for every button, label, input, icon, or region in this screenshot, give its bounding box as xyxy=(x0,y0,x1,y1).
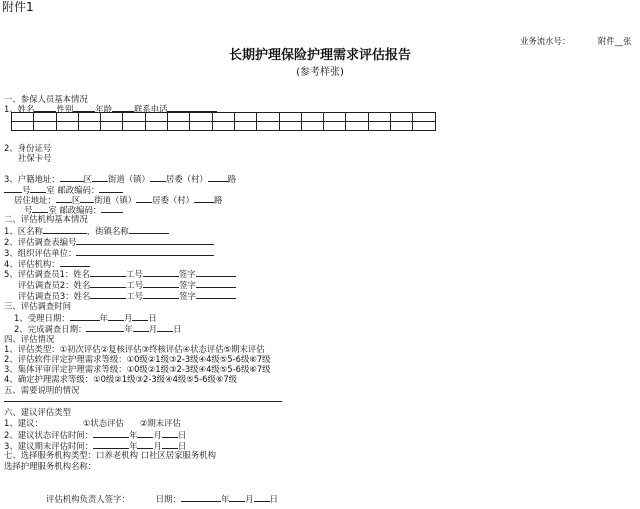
household-address-line: 3、户籍地址： 区 街道（镇） 居委（村） 路 xyxy=(4,174,237,184)
id-grid-cell xyxy=(12,113,34,122)
section-4-heading: 四、评估情况 xyxy=(4,334,55,344)
notes-rule xyxy=(4,401,282,402)
attachment-pages-label: 附件__张 xyxy=(598,36,632,46)
section-5-heading: 五、需要说明的情况 xyxy=(4,385,80,395)
id-grid-cell xyxy=(12,122,34,131)
household-address-line-2: 号 室 邮政编码： xyxy=(4,184,123,195)
id-grid-cell xyxy=(78,122,100,131)
id-grid-cell xyxy=(212,113,234,122)
id-grid-cell xyxy=(123,113,145,122)
id-grid-cell xyxy=(212,122,234,131)
id-grid-cell xyxy=(34,113,56,122)
name-gender-age-phone-line: 1、姓名 性别 年龄 联系电话 xyxy=(4,103,217,114)
id-grid-cell xyxy=(279,113,301,122)
acceptance-date-line: 1、受理日期： 年 月 日 xyxy=(14,313,157,323)
serial-number-label: 业务流水号： xyxy=(520,36,571,46)
id-grid-cell xyxy=(391,122,413,131)
signature-line: 评估机构负责人签字： 日期： 年 月 日 xyxy=(46,494,278,504)
suggestion-line: 1、建议： ①状态评估 ②期末评估 xyxy=(4,418,181,428)
id-grid-cell xyxy=(56,122,78,131)
residential-address-line: 居住地址： 区 街道（镇） 居委（村） 路 xyxy=(14,195,223,205)
final-assessment-time-line: 3、建议期末评估时间： 年 月 日 xyxy=(4,441,187,451)
id-grid-cell xyxy=(257,122,279,131)
attachment-label: 附件1 xyxy=(2,0,34,14)
organizing-unit-line: 3、组织评估单位： xyxy=(4,247,214,258)
id-number-label: 2、身份证号 xyxy=(4,143,52,153)
id-grid-cell xyxy=(168,122,190,131)
software-level-line: 2、评估软件评定护理需求等级：①0级②1级③2-3级④4级⑤5-6级⑥7级 xyxy=(4,354,271,364)
id-grid-cell xyxy=(413,122,435,131)
final-level-line: 4、确定护理需求等级：①0级②1级③2-3级④4级⑤5-6级⑥7级 xyxy=(4,374,238,384)
panel-level-line: 3、集体评审评定护理需求等级：①0级②1级③2-3级④4级⑤5-6级⑥7级 xyxy=(4,364,271,374)
id-number-grid xyxy=(11,112,436,131)
id-grid-cell xyxy=(78,113,100,122)
status-assessment-time-line: 2、建议状态评估时间： 年 月 日 xyxy=(4,430,187,440)
assessor-3-line: 评估调查员3：姓名 工号 签字 xyxy=(18,290,236,301)
id-grid-cell xyxy=(101,122,123,131)
section-6-heading: 六、建议评估类型 xyxy=(4,407,71,417)
id-grid-cell xyxy=(391,113,413,122)
id-grid-cell xyxy=(34,122,56,131)
id-grid-cell xyxy=(368,113,390,122)
id-grid-cell xyxy=(56,113,78,122)
id-grid-cell xyxy=(145,113,167,122)
id-grid-cell xyxy=(234,122,256,131)
id-grid-cell xyxy=(279,122,301,131)
service-agency-name-line: 选择护理服务机构名称： xyxy=(4,461,97,471)
id-grid-cell xyxy=(413,113,435,122)
id-grid-cell xyxy=(346,122,368,131)
id-grid-cell xyxy=(301,122,323,131)
id-grid-cell xyxy=(324,122,346,131)
report-title: 长期护理保险护理需求评估报告 xyxy=(228,48,411,63)
section-2-heading: 二、评估机构基本情况 xyxy=(4,214,88,224)
id-grid-cell xyxy=(368,122,390,131)
assessor-1-line: 5、评估调查员1：姓名 工号 签字 xyxy=(4,268,236,279)
service-agency-type-line: 七、选择服务机构类型：口养老机构 口社区居家服务机构 xyxy=(4,450,217,460)
survey-completion-date-line: 2、完成调查日期： 年 月 日 xyxy=(14,324,182,334)
report-subtitle: (参考样张) xyxy=(296,67,344,78)
id-grid-cell xyxy=(190,122,212,131)
residential-address-line-2: 号 室 邮政编码： xyxy=(24,204,123,215)
section-1-heading: 一、参保人员基本情况 xyxy=(4,94,88,104)
survey-form-number-line: 2、评估调查表编号 xyxy=(4,236,214,247)
id-grid-cell xyxy=(234,113,256,122)
id-grid-row xyxy=(12,113,436,122)
id-grid-cell xyxy=(324,113,346,122)
assessment-agency-line: 4、评估机构： xyxy=(4,258,90,269)
district-town-line: 1、区名称 ，街镇名称 xyxy=(4,225,169,236)
id-grid-cell xyxy=(190,113,212,122)
id-grid-cell xyxy=(346,113,368,122)
id-grid-cell xyxy=(145,122,167,131)
id-grid-cell xyxy=(168,113,190,122)
id-grid-cell xyxy=(301,113,323,122)
section-3-heading: 三、评估调查时间 xyxy=(4,301,71,311)
assessment-type-line: 1、评估类型：①初次评估②复核评估③终核评估④状态评估⑤期末评估 xyxy=(4,344,265,354)
id-grid-cell xyxy=(123,122,145,131)
assessor-2-line: 评估调查员2：姓名 工号 签字 xyxy=(18,279,236,290)
id-grid-row xyxy=(12,122,436,131)
id-grid-cell xyxy=(257,113,279,122)
id-grid-cell xyxy=(101,113,123,122)
social-security-card-label: 社保卡号 xyxy=(18,153,52,163)
